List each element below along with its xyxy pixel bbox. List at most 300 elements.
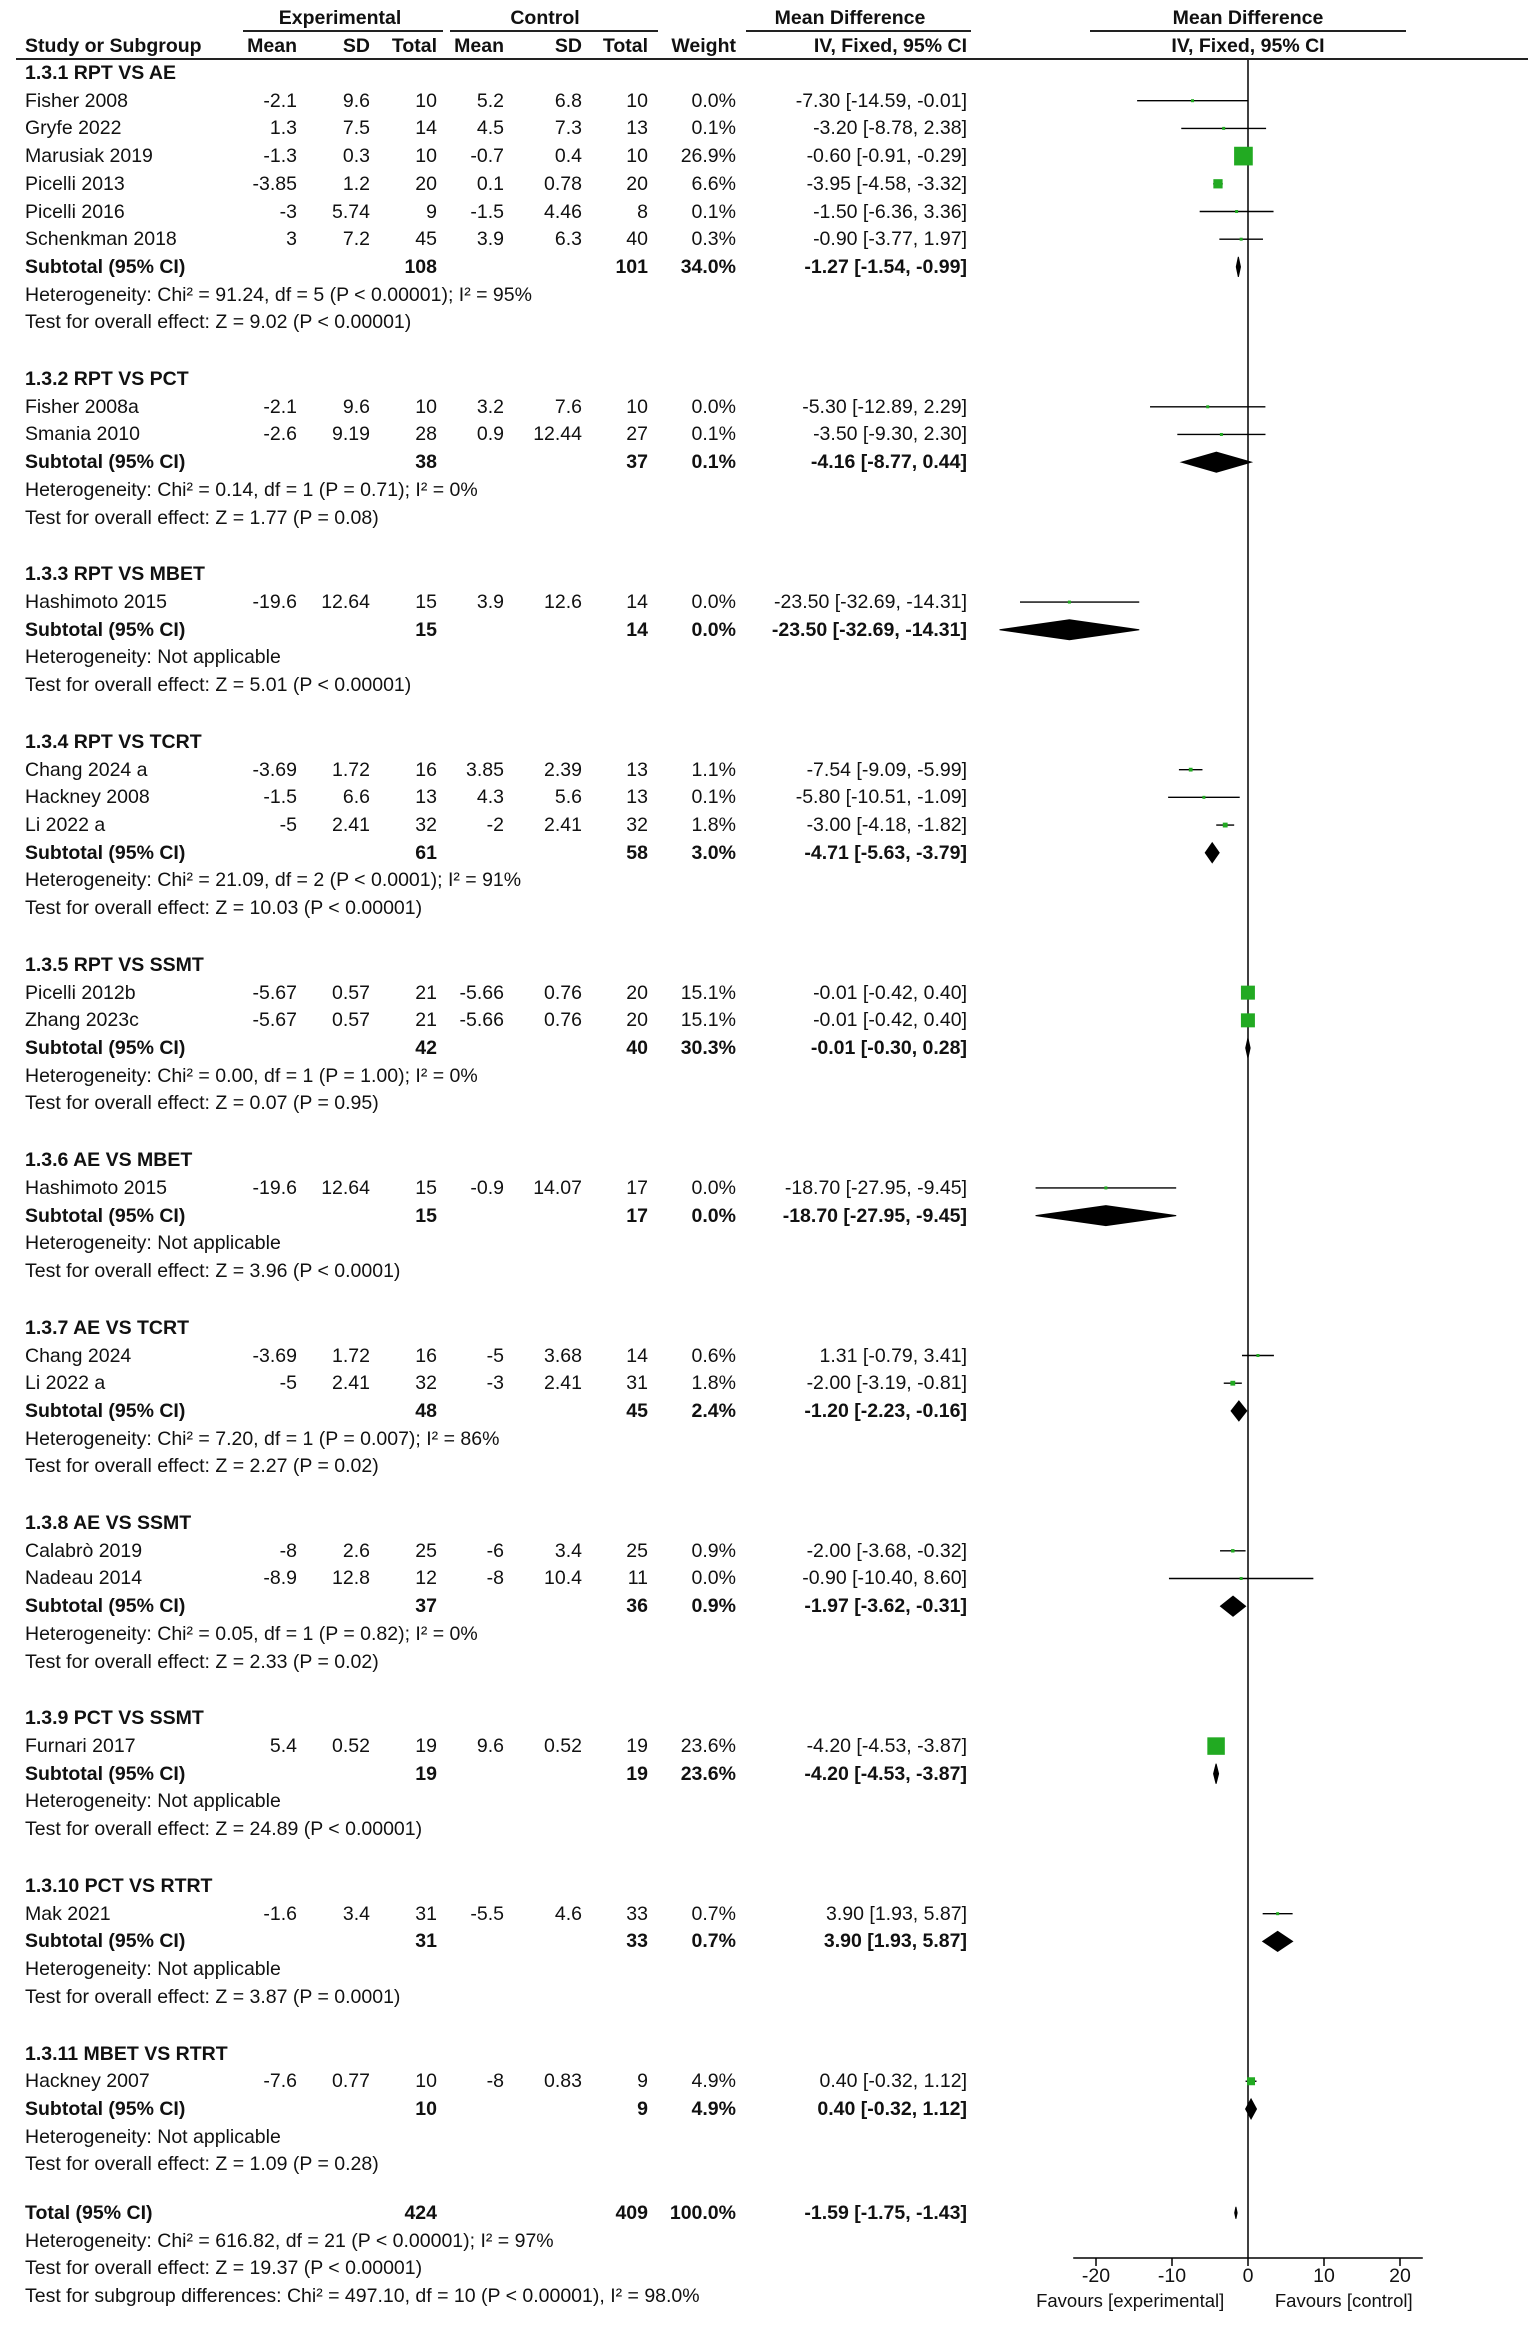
heterogeneity-text: Heterogeneity: Chi² = 7.20, df = 1 (P = 0.007); I² = 86% xyxy=(25,1427,500,1450)
subgroup-title: 1.3.8 AE VS SSMT xyxy=(25,1512,192,1535)
study-name: Chang 2024 a xyxy=(25,758,148,781)
ci-value: 0.40 [-0.32, 1.12] xyxy=(819,2070,967,2093)
weight-value: 0.6% xyxy=(691,1344,736,1367)
study-marker xyxy=(1247,2077,1255,2085)
total-control: 20 xyxy=(626,1009,648,1032)
mean-experimental: -3 xyxy=(279,200,297,223)
header-total-control: Total xyxy=(602,35,648,57)
subtotal-label: Subtotal (95% CI) xyxy=(25,1762,186,1785)
study-name: Hackney 2008 xyxy=(25,786,150,809)
study-name: Mak 2021 xyxy=(25,1902,111,1925)
total-control: 20 xyxy=(626,981,648,1004)
total-total-control: 409 xyxy=(615,2201,648,2224)
ci-value: -0.01 [-0.42, 0.40] xyxy=(813,981,967,1004)
subtotal-weight: 0.0% xyxy=(691,1204,736,1227)
ci-value: 1.31 [-0.79, 3.41] xyxy=(819,1344,967,1367)
mean-experimental: -8.9 xyxy=(263,1567,297,1590)
study-marker xyxy=(1235,210,1238,213)
study-name: Picelli 2013 xyxy=(25,172,125,195)
ci-value: -2.00 [-3.19, -0.81] xyxy=(806,1372,967,1395)
subtotal-label: Subtotal (95% CI) xyxy=(25,1595,186,1618)
total-control: 14 xyxy=(626,1344,648,1367)
mean-experimental: -19.6 xyxy=(252,591,297,614)
study-marker xyxy=(1241,1013,1255,1027)
study-name: Fisher 2008 xyxy=(25,89,128,112)
mean-experimental: -7.6 xyxy=(263,2070,297,2093)
sd-experimental: 2.41 xyxy=(332,814,370,837)
subtotal-ci: 0.40 [-0.32, 1.12] xyxy=(817,2097,967,2120)
total-control: 13 xyxy=(626,758,648,781)
subtotal-total-control: 40 xyxy=(626,1037,648,1060)
header-mean-difference-plot: Mean Difference xyxy=(1172,7,1324,29)
subtotal-weight: 2.4% xyxy=(691,1399,736,1422)
total-experimental: 14 xyxy=(415,117,437,140)
total-control: 32 xyxy=(626,814,648,837)
mean-control: -6 xyxy=(486,1539,504,1562)
ci-value: -0.60 [-0.91, -0.29] xyxy=(806,145,967,168)
subtotal-label: Subtotal (95% CI) xyxy=(25,451,186,474)
sd-control: 3.4 xyxy=(554,1539,582,1562)
subtotal-total-control: 33 xyxy=(626,1930,648,1953)
mean-experimental: -3.69 xyxy=(252,1344,297,1367)
weight-value: 1.1% xyxy=(691,758,736,781)
ci-value: -7.30 [-14.59, -0.01] xyxy=(795,89,967,112)
study-marker xyxy=(1256,1354,1259,1357)
study-name: Smania 2010 xyxy=(25,423,140,446)
study-marker xyxy=(1068,601,1071,604)
subgroup-title: 1.3.6 AE VS MBET xyxy=(25,1149,193,1172)
mean-control: 4.5 xyxy=(476,117,504,140)
header-underline-experimental xyxy=(243,30,443,32)
subtotal-diamond xyxy=(1246,2099,1257,2119)
mean-control: 3.85 xyxy=(466,758,504,781)
study-marker xyxy=(1276,1912,1279,1915)
study-name: Picelli 2016 xyxy=(25,200,125,223)
study-marker xyxy=(1241,986,1255,1000)
ci-value: -3.50 [-9.30, 2.30] xyxy=(813,423,967,446)
total-control: 13 xyxy=(626,117,648,140)
total-control: 14 xyxy=(626,591,648,614)
study-marker xyxy=(1230,1381,1235,1386)
study-name: Gryfe 2022 xyxy=(25,117,122,140)
subtotal-weight: 4.9% xyxy=(691,2097,736,2120)
subtotal-label: Subtotal (95% CI) xyxy=(25,841,186,864)
mean-experimental: -5.67 xyxy=(252,1009,297,1032)
mean-experimental: -2.1 xyxy=(263,395,297,418)
total-control: 10 xyxy=(626,145,648,168)
total-experimental: 10 xyxy=(415,395,437,418)
subtotal-weight: 30.3% xyxy=(680,1037,736,1060)
overall-effect-text: Test for overall effect: Z = 10.03 (P < 0.00001) xyxy=(25,897,423,920)
mean-experimental: -2.1 xyxy=(263,89,297,112)
subtotal-total-experimental: 37 xyxy=(415,1595,437,1618)
sd-experimental: 1.2 xyxy=(342,172,370,195)
sd-control: 3.68 xyxy=(544,1344,582,1367)
heterogeneity-text: Heterogeneity: Not applicable xyxy=(25,1790,281,1813)
mean-experimental: -5 xyxy=(279,814,297,837)
x-axis-tick-label: 10 xyxy=(1313,2265,1335,2287)
study-name: Li 2022 a xyxy=(25,814,106,837)
study-marker xyxy=(1206,405,1209,408)
weight-value: 0.1% xyxy=(691,117,736,140)
mean-experimental: -1.3 xyxy=(263,145,297,168)
mean-control: -2 xyxy=(486,814,504,837)
header-mean-difference: Mean Difference xyxy=(774,7,926,29)
subtotal-diamond xyxy=(1181,452,1251,472)
mean-control: 5.2 xyxy=(476,89,504,112)
overall-effect-text: Test for overall effect: Z = 3.96 (P < 0.0001) xyxy=(25,1260,401,1283)
weight-value: 0.0% xyxy=(691,1567,736,1590)
study-marker xyxy=(1240,1577,1243,1580)
weight-value: 0.1% xyxy=(691,200,736,223)
study-marker xyxy=(1189,768,1193,772)
total-control: 9 xyxy=(637,2070,648,2093)
mean-experimental: -5.67 xyxy=(252,981,297,1004)
study-name: Chang 2024 xyxy=(25,1344,132,1367)
subtotal-ci: -1.97 [-3.62, -0.31] xyxy=(804,1595,967,1618)
header-mean-control: Mean xyxy=(454,35,504,57)
study-name: Schenkman 2018 xyxy=(25,228,177,251)
mean-experimental: 1.3 xyxy=(269,117,297,140)
weight-value: 0.1% xyxy=(691,786,736,809)
sd-experimental: 0.3 xyxy=(342,145,370,168)
overall-effect-text: Test for overall effect: Z = 1.77 (P = 0.08) xyxy=(25,506,379,529)
total-experimental: 9 xyxy=(426,200,437,223)
sd-experimental: 9.6 xyxy=(342,89,370,112)
subgroup-title: 1.3.7 AE VS TCRT xyxy=(25,1316,189,1339)
mean-control: -5.66 xyxy=(459,1009,504,1032)
total-control: 27 xyxy=(626,423,648,446)
study-marker xyxy=(1231,1549,1234,1552)
ci-value: -0.01 [-0.42, 0.40] xyxy=(813,1009,967,1032)
weight-value: 15.1% xyxy=(680,981,736,1004)
heterogeneity-text: Heterogeneity: Not applicable xyxy=(25,2125,281,2148)
total-experimental: 19 xyxy=(415,1735,437,1758)
weight-value: 0.0% xyxy=(691,591,736,614)
mean-experimental: -3.69 xyxy=(252,758,297,781)
favours-experimental-label: Favours [experimental] xyxy=(1036,2290,1225,2311)
mean-control: -3 xyxy=(486,1372,504,1395)
total-control: 11 xyxy=(627,1567,648,1590)
ci-value: -23.50 [-32.69, -14.31] xyxy=(774,591,967,614)
weight-value: 0.1% xyxy=(691,423,736,446)
mean-experimental: 5.4 xyxy=(269,1735,297,1758)
study-name: Marusiak 2019 xyxy=(25,145,153,168)
weight-value: 0.3% xyxy=(691,228,736,251)
mean-experimental: -19.6 xyxy=(252,1176,297,1199)
total-experimental: 10 xyxy=(415,89,437,112)
mean-control: 3.9 xyxy=(476,228,504,251)
study-name: Hashimoto 2015 xyxy=(25,1176,168,1199)
subtotal-weight: 34.0% xyxy=(680,255,736,278)
subgroup-title: 1.3.10 PCT VS RTRT xyxy=(25,1874,213,1897)
subtotal-total-experimental: 15 xyxy=(415,618,437,641)
subtotal-weight: 0.7% xyxy=(691,1930,736,1953)
total-experimental: 13 xyxy=(415,786,437,809)
heterogeneity-text: Heterogeneity: Chi² = 0.05, df = 1 (P = 0.82); I² = 0% xyxy=(25,1622,478,1645)
subtotal-ci: -4.20 [-4.53, -3.87] xyxy=(804,1762,967,1785)
subtotal-label: Subtotal (95% CI) xyxy=(25,1930,186,1953)
ci-value: -5.80 [-10.51, -1.09] xyxy=(795,786,967,809)
mean-experimental: -5 xyxy=(279,1372,297,1395)
subtotal-ci: -23.50 [-32.69, -14.31] xyxy=(771,618,967,641)
sd-experimental: 6.6 xyxy=(342,786,370,809)
subgroup-title: 1.3.2 RPT VS PCT xyxy=(25,368,189,391)
subtotal-diamond xyxy=(1220,1596,1245,1616)
total-label: Total (95% CI) xyxy=(25,2201,153,2224)
study-marker xyxy=(1207,1737,1224,1754)
study-name: Calabrò 2019 xyxy=(25,1539,143,1562)
subtotal-total-control: 45 xyxy=(626,1399,648,1422)
header-total-experimental: Total xyxy=(391,35,437,57)
total-diamond xyxy=(1235,2207,1237,2219)
subtotal-ci: -0.01 [-0.30, 0.28] xyxy=(810,1037,967,1060)
subtotal-total-experimental: 15 xyxy=(415,1204,437,1227)
ci-value: -3.20 [-8.78, 2.38] xyxy=(813,117,967,140)
favours-control-label: Favours [control] xyxy=(1274,2290,1413,2311)
subtotal-total-control: 19 xyxy=(626,1762,648,1785)
ci-value: -3.00 [-4.18, -1.82] xyxy=(806,814,967,837)
header-method: IV, Fixed, 95% CI xyxy=(813,35,967,57)
heterogeneity-text: Heterogeneity: Not applicable xyxy=(25,1958,281,1981)
sd-control: 2.41 xyxy=(544,814,582,837)
total-experimental: 21 xyxy=(415,981,437,1004)
mean-control: 9.6 xyxy=(476,1735,504,1758)
sd-control: 0.52 xyxy=(544,1735,582,1758)
x-axis-tick-label: -20 xyxy=(1081,2265,1111,2287)
study-name: Hashimoto 2015 xyxy=(25,591,168,614)
mean-control: -1.5 xyxy=(470,200,504,223)
ci-value: -5.30 [-12.89, 2.29] xyxy=(802,395,967,418)
mean-control: -0.9 xyxy=(470,1176,504,1199)
subtotal-total-experimental: 19 xyxy=(415,1762,437,1785)
study-name: Hackney 2007 xyxy=(25,2070,150,2093)
heterogeneity-text: Heterogeneity: Not applicable xyxy=(25,1232,281,1255)
total-overall-effect: Test for overall effect: Z = 19.37 (P < 0.00001) xyxy=(25,2257,423,2280)
weight-value: 0.0% xyxy=(691,89,736,112)
x-axis-tick-label: -10 xyxy=(1157,2265,1187,2287)
header-study: Study or Subgroup xyxy=(25,35,202,57)
sd-experimental: 12.8 xyxy=(332,1567,370,1590)
mean-control: -5 xyxy=(486,1344,504,1367)
subtotal-total-experimental: 31 xyxy=(415,1930,437,1953)
total-control: 10 xyxy=(626,395,648,418)
sd-experimental: 12.64 xyxy=(321,1176,370,1199)
mean-control: 0.9 xyxy=(476,423,504,446)
subtotal-total-experimental: 61 xyxy=(415,841,437,864)
ci-value: -3.95 [-4.58, -3.32] xyxy=(806,172,967,195)
sd-experimental: 0.57 xyxy=(332,1009,370,1032)
subtotal-label: Subtotal (95% CI) xyxy=(25,255,186,278)
total-weight: 100.0% xyxy=(669,2201,736,2224)
subgroup-title: 1.3.4 RPT VS TCRT xyxy=(25,730,202,753)
header-underline-md xyxy=(746,30,971,32)
study-marker xyxy=(1240,238,1243,241)
mean-control: 4.3 xyxy=(476,786,504,809)
subtotal-diamond xyxy=(1214,1764,1219,1784)
study-name: Picelli 2012b xyxy=(25,981,136,1004)
mean-control: -5.5 xyxy=(470,1902,504,1925)
subtotal-weight: 0.9% xyxy=(691,1595,736,1618)
subgroup-title: 1.3.11 MBET VS RTRT xyxy=(25,2042,228,2065)
ci-value: -0.90 [-3.77, 1.97] xyxy=(813,228,967,251)
mean-experimental: -1.6 xyxy=(263,1902,297,1925)
header-experimental: Experimental xyxy=(278,7,402,29)
sd-experimental: 3.4 xyxy=(342,1902,370,1925)
total-control: 31 xyxy=(626,1372,648,1395)
subtotal-diamond xyxy=(1036,1206,1177,1226)
heterogeneity-text: Heterogeneity: Chi² = 91.24, df = 5 (P < 0.00001); I² = 95% xyxy=(25,283,532,306)
subtotal-label: Subtotal (95% CI) xyxy=(25,2097,186,2120)
sd-control: 7.3 xyxy=(554,117,582,140)
sd-experimental: 0.57 xyxy=(332,981,370,1004)
sd-control: 0.83 xyxy=(544,2070,582,2093)
mean-control: -8 xyxy=(486,1567,504,1590)
subtotal-total-experimental: 48 xyxy=(415,1399,437,1422)
total-experimental: 45 xyxy=(415,228,437,251)
subgroup-title: 1.3.5 RPT VS SSMT xyxy=(25,953,204,976)
header-underline-md-plot xyxy=(1090,30,1406,32)
heterogeneity-text: Heterogeneity: Not applicable xyxy=(25,646,281,669)
mean-experimental: 3 xyxy=(286,228,297,251)
study-name: Fisher 2008a xyxy=(25,395,139,418)
total-total-experimental: 424 xyxy=(404,2201,437,2224)
x-axis-tick-label: 20 xyxy=(1389,2265,1411,2287)
heterogeneity-text: Heterogeneity: Chi² = 21.09, df = 2 (P < 0.0001); I² = 91% xyxy=(25,869,522,892)
ci-value: -18.70 [-27.95, -9.45] xyxy=(784,1176,967,1199)
weight-value: 1.8% xyxy=(691,814,736,837)
subgroup-title: 1.3.9 PCT VS SSMT xyxy=(25,1707,204,1730)
sd-control: 0.76 xyxy=(544,981,582,1004)
sd-control: 10.4 xyxy=(544,1567,582,1590)
study-marker xyxy=(1222,127,1225,130)
total-control: 13 xyxy=(626,786,648,809)
total-experimental: 28 xyxy=(415,423,437,446)
overall-effect-text: Test for overall effect: Z = 1.09 (P = 0.28) xyxy=(25,2153,379,2176)
subtotal-total-control: 37 xyxy=(626,451,648,474)
mean-control: -0.7 xyxy=(470,145,504,168)
subtotal-label: Subtotal (95% CI) xyxy=(25,618,186,641)
total-experimental: 16 xyxy=(415,758,437,781)
mean-experimental: -2.6 xyxy=(263,423,297,446)
sd-control: 6.3 xyxy=(554,228,582,251)
subtotal-diamond xyxy=(1263,1931,1293,1951)
overall-effect-text: Test for overall effect: Z = 2.33 (P = 0.02) xyxy=(25,1650,379,1673)
subtotal-ci: -1.20 [-2.23, -0.16] xyxy=(804,1399,967,1422)
subtotal-weight: 0.0% xyxy=(691,618,736,641)
weight-value: 0.0% xyxy=(691,395,736,418)
ci-value: -0.90 [-10.40, 8.60] xyxy=(802,1567,967,1590)
overall-effect-text: Test for overall effect: Z = 2.27 (P = 0.02) xyxy=(25,1455,379,1478)
sd-experimental: 1.72 xyxy=(332,1344,370,1367)
subtotal-ci: -18.70 [-27.95, -9.45] xyxy=(782,1204,967,1227)
study-name: Zhang 2023c xyxy=(25,1009,139,1032)
header-control: Control xyxy=(510,7,580,29)
subtotal-weight: 0.1% xyxy=(691,451,736,474)
sd-control: 12.44 xyxy=(533,423,582,446)
total-experimental: 16 xyxy=(415,1344,437,1367)
total-experimental: 10 xyxy=(415,2070,437,2093)
total-experimental: 15 xyxy=(415,1176,437,1199)
study-marker xyxy=(1191,99,1194,102)
subtotal-total-control: 9 xyxy=(637,2097,648,2120)
sd-experimental: 7.2 xyxy=(342,228,370,251)
mean-control: 0.1 xyxy=(476,172,504,195)
total-control: 8 xyxy=(637,200,648,223)
sd-control: 6.8 xyxy=(554,89,582,112)
mean-control: -8 xyxy=(486,2070,504,2093)
study-marker xyxy=(1223,823,1228,828)
weight-value: 23.6% xyxy=(680,1735,736,1758)
overall-effect-text: Test for overall effect: Z = 9.02 (P < 0.00001) xyxy=(25,311,412,334)
total-control: 25 xyxy=(626,1539,648,1562)
sd-control: 12.6 xyxy=(544,591,582,614)
subtotal-label: Subtotal (95% CI) xyxy=(25,1399,186,1422)
header-rule xyxy=(16,58,1528,60)
total-heterogeneity: Heterogeneity: Chi² = 616.82, df = 21 (P < 0.00001); I² = 97% xyxy=(25,2229,554,2252)
total-experimental: 31 xyxy=(415,1902,437,1925)
overall-effect-text: Test for overall effect: Z = 5.01 (P < 0.00001) xyxy=(25,674,412,697)
sd-experimental: 5.74 xyxy=(332,200,370,223)
study-marker xyxy=(1234,147,1253,166)
mean-experimental: -1.5 xyxy=(263,786,297,809)
subtotal-total-control: 14 xyxy=(626,618,648,641)
sd-control: 2.39 xyxy=(544,758,582,781)
ci-value: -2.00 [-3.68, -0.32] xyxy=(806,1539,967,1562)
sd-control: 0.76 xyxy=(544,1009,582,1032)
sd-experimental: 2.41 xyxy=(332,1372,370,1395)
study-marker xyxy=(1104,1186,1107,1189)
sd-control: 0.4 xyxy=(554,145,582,168)
weight-value: 0.0% xyxy=(691,1176,736,1199)
mean-control: -5.66 xyxy=(459,981,504,1004)
sd-experimental: 9.19 xyxy=(332,423,370,446)
subtotal-diamond xyxy=(1000,620,1140,640)
subtotal-weight: 23.6% xyxy=(680,1762,736,1785)
study-marker xyxy=(1220,433,1223,436)
x-axis-tick-label: 0 xyxy=(1242,2265,1254,2287)
ci-value: -1.50 [-6.36, 3.36] xyxy=(813,200,967,223)
subtotal-weight: 3.0% xyxy=(691,841,736,864)
subtotal-diamond xyxy=(1205,843,1219,863)
sd-experimental: 7.5 xyxy=(342,117,370,140)
total-experimental: 32 xyxy=(415,814,437,837)
subtotal-diamond xyxy=(1246,1038,1250,1058)
ci-value: 3.90 [1.93, 5.87] xyxy=(826,1902,967,1925)
total-experimental: 32 xyxy=(415,1372,437,1395)
total-experimental: 15 xyxy=(415,591,437,614)
sd-experimental: 9.6 xyxy=(342,395,370,418)
subgroup-differences-text: Test for subgroup differences: Chi² = 497.10, df = 10 (P < 0.00001), I² = 98.0% xyxy=(25,2284,700,2307)
weight-value: 15.1% xyxy=(680,1009,736,1032)
subgroup-title: 1.3.3 RPT VS MBET xyxy=(25,563,205,586)
total-experimental: 10 xyxy=(415,145,437,168)
sd-experimental: 12.64 xyxy=(321,591,370,614)
header-method-plot: IV, Fixed, 95% CI xyxy=(1171,35,1325,57)
total-control: 19 xyxy=(626,1735,648,1758)
sd-control: 4.6 xyxy=(554,1902,582,1925)
subtotal-total-experimental: 42 xyxy=(415,1037,437,1060)
subtotal-ci: -4.71 [-5.63, -3.79] xyxy=(804,841,967,864)
total-control: 10 xyxy=(626,89,648,112)
header-mean-experimental: Mean xyxy=(247,35,297,57)
overall-effect-text: Test for overall effect: Z = 0.07 (P = 0.95) xyxy=(25,1092,379,1115)
weight-value: 0.7% xyxy=(691,1902,736,1925)
heterogeneity-text: Heterogeneity: Chi² = 0.14, df = 1 (P = 0.71); I² = 0% xyxy=(25,478,478,501)
total-control: 17 xyxy=(626,1176,648,1199)
sd-experimental: 0.52 xyxy=(332,1735,370,1758)
subtotal-ci: -1.27 [-1.54, -0.99] xyxy=(804,255,967,278)
